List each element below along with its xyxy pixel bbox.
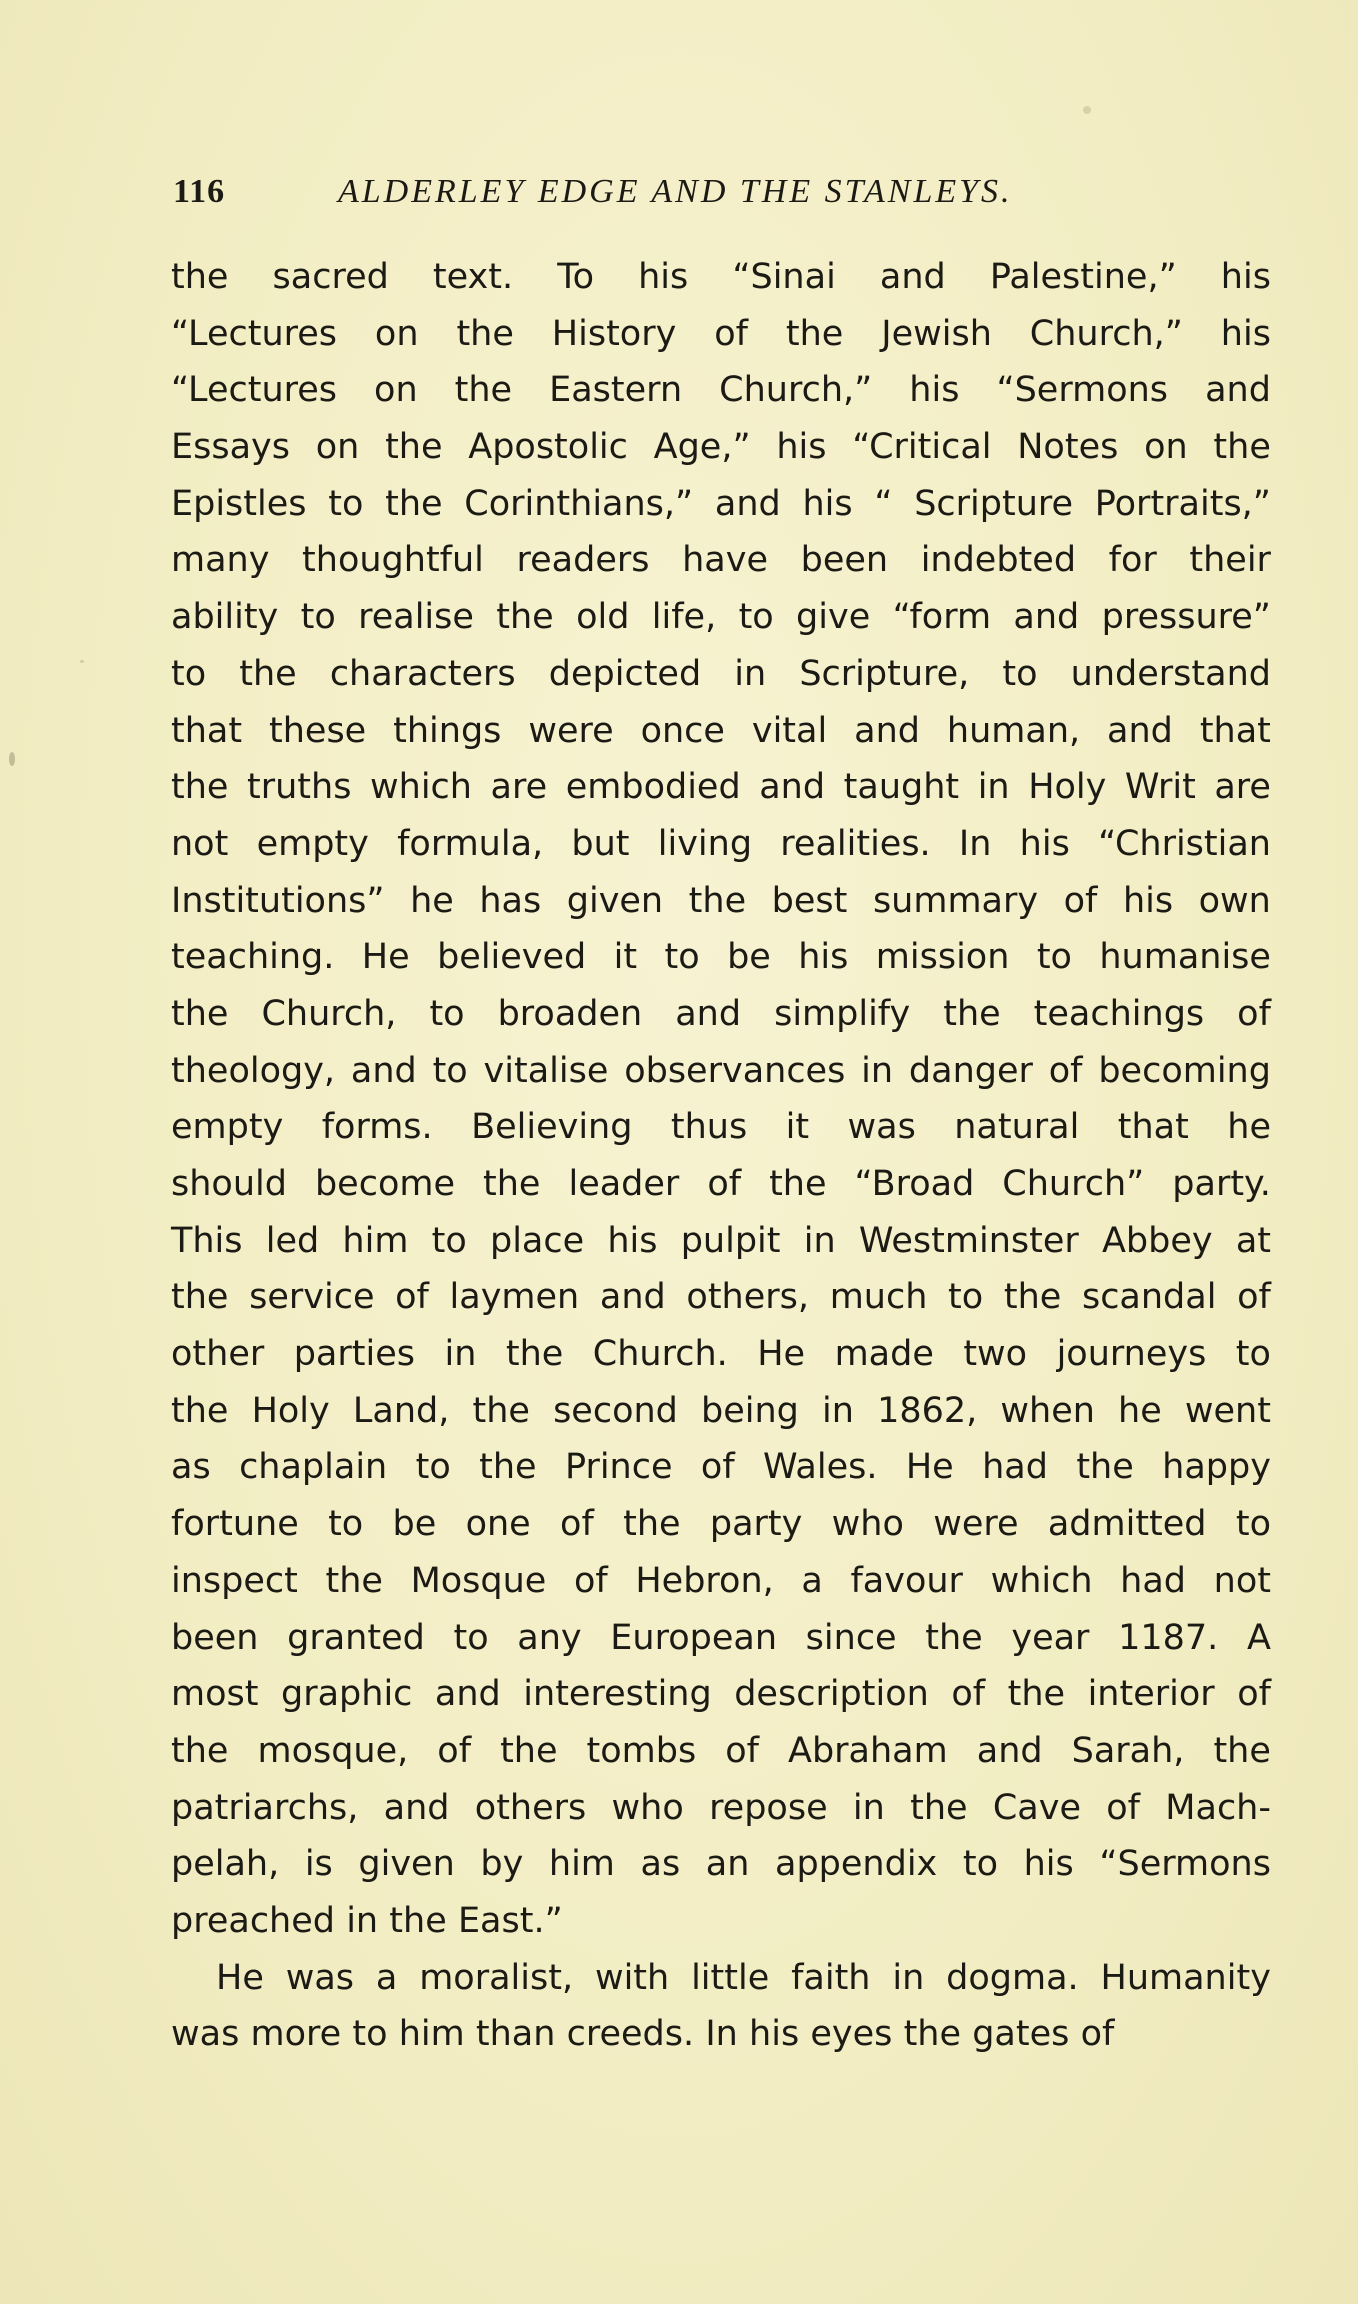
text-line: Epistles to the Corinthians,” and his “ Scripture Portraits,” bbox=[171, 483, 1271, 524]
body-text bbox=[171, 249, 1271, 2063]
text-line: “Lectures on the Eastern Church,” his “Sermons and bbox=[171, 370, 1271, 411]
text-line: ability to realise the old life, to give “form and pressure” bbox=[171, 597, 1271, 638]
text-line: pelah, is given by him as an appendix to his “Sermons bbox=[171, 1844, 1271, 1885]
running-head bbox=[173, 172, 1273, 212]
text-line: most graphic and interesting description of the interior of bbox=[171, 1674, 1271, 1715]
text-line: This led him to place his pulpit in Westminster Abbey at bbox=[171, 1220, 1271, 1261]
paper-speck bbox=[9, 752, 15, 766]
paper-speck bbox=[1083, 106, 1091, 114]
text-line: was more to him than creeds. In his eyes the gates of bbox=[171, 2014, 1115, 2055]
paper-speck bbox=[80, 660, 84, 663]
text-line: the Holy Land, the second being in 1862, when he went bbox=[171, 1390, 1271, 1431]
text-line: “Lectures on the History of the Jewish Church,” his bbox=[171, 313, 1271, 354]
text-line: He was a moralist, with little faith in dogma. Humanity bbox=[216, 1957, 1271, 1998]
text-line: to the characters depicted in Scripture, to understand bbox=[171, 653, 1271, 694]
text-line: not empty formula, but living realities. In his “Christian bbox=[171, 823, 1271, 864]
text-line: Essays on the Apostolic Age,” his “Critical Notes on the bbox=[171, 427, 1271, 468]
page-number: 116 bbox=[173, 173, 226, 210]
text-line: theology, and to vitalise observances in danger of becoming bbox=[171, 1050, 1271, 1091]
text-line: teaching. He believed it to be his mission to humanise bbox=[171, 937, 1271, 978]
text-line: empty forms. Believing thus it was natural that he bbox=[171, 1107, 1271, 1148]
text-line: that these things were once vital and human, and that bbox=[171, 710, 1271, 751]
text-line: as chaplain to the Prince of Wales. He had the happy bbox=[171, 1447, 1271, 1488]
text-line: fortune to be one of the party who were admitted to bbox=[171, 1504, 1271, 1545]
text-line: Institutions” he has given the best summary of his own bbox=[171, 880, 1271, 921]
text-line: should become the leader of the “Broad Church” party. bbox=[171, 1164, 1271, 1204]
text-line: the service of laymen and others, much to the scandal of bbox=[171, 1277, 1271, 1318]
text-line: inspect the Mosque of Hebron, a favour which had not bbox=[171, 1560, 1271, 1601]
running-title: ALDERLEY EDGE AND THE STANLEYS. bbox=[338, 173, 1013, 210]
text-line: patriarchs, and others who repose in the Cave of Mach- bbox=[171, 1787, 1271, 1828]
text-line: the truths which are embodied and taught in Holy Writ are bbox=[171, 767, 1271, 808]
text-line: preached in the East.” bbox=[171, 1900, 563, 1941]
text-line: many thoughtful readers have been indebted for their bbox=[171, 540, 1271, 581]
text-line: the sacred text. To his “Sinai and Palestine,” his bbox=[171, 257, 1271, 297]
text-line: the mosque, of the tombs of Abraham and Sarah, the bbox=[171, 1730, 1271, 1771]
text-line: the Church, to broaden and simplify the teachings of bbox=[171, 993, 1271, 1034]
text-line: been granted to any European since the year 1187. A bbox=[171, 1617, 1271, 1658]
text-line: other parties in the Church. He made two journeys to bbox=[171, 1334, 1271, 1375]
